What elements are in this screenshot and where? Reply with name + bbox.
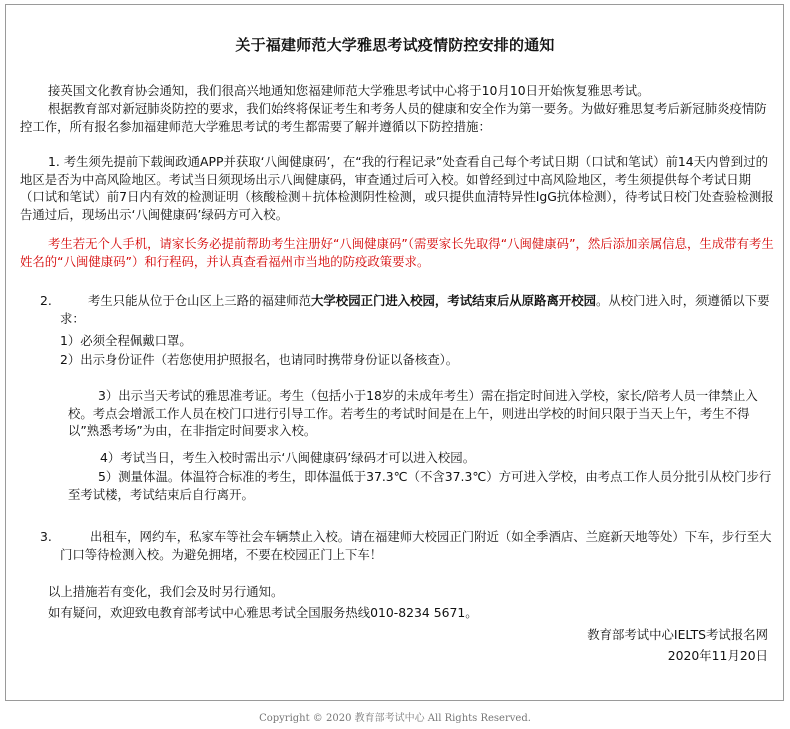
item-2-sub-3: 3）出示当天考试的雅思准考证。考生（包括小于18岁的未成年考生）需在指定时间进入学校，家长/陪考人员一律禁止入校。考点会增派工作人员在校门口进行引导工作。若考生的考试时间是在上午，则进出学校的时间只限于当天上午，考生不得以”熟悉考场”为由，在非指定时间要求入校。 [68,388,758,438]
item-2-sub-4: 4）考试当日，考生入校时需出示‘八闽健康码’绿码才可以进入校园。 [100,450,476,465]
closing-line-1: 以上措施若有变化，我们会及时另行通知。 [48,584,284,599]
item-2-text-a: 考生只能从位于仓山区上三路的福建师范 [88,293,312,308]
item-2-text-bold: 大学校园正门进入校园，考试结束后从原路离开校园 [311,293,597,308]
notice-date: 2020年11月20日 [667,648,768,663]
item-1-warning: 考生若无个人手机，请家长务必提前帮助考生注册好“八闽健康码”（需要家长先取得“八闽健康码”，然后添加亲属信息，生成带有考生姓名的“八闽健康码”）和行程码，并认真查看福州市当地的防疫政策要求。 [20,236,774,269]
item-2-text [60,292,775,327]
item-2-sub-2: 2）出示身份证件（若您使用护照报名，也请同时携带身份证以备核查）。 [60,352,459,367]
closing-line-2: 如有疑问，欢迎致电教育部考试中心雅思考试全国服务热线010-8234 5671。 [48,605,478,620]
item-1-text: 1. 考生须先提前下载闽政通APP并获取‘八闽健康码’，在“我的行程记录”处查看自己每个考试日期（口试和笔试）前14天内曾到过的地区是否为中高风险地区。考试当日须现场出示八闽健康码，审查通过后可入校。如曾经到过中高风险地区，考生须提供每个考试日期（口试和笔试）前7日内有效的检测证明（核酸检测＋抗体检测阴性检测，或只提供血清特异性lgG抗体检测），待考试日校门处查验检测报告通过后，现场出示‘八闽健康码’绿码方可入校。 [20,154,774,222]
notice-title: 关于福建师范大学雅思考试疫情防控安排的通知 [235,36,555,54]
item-2-number: 2. [40,293,52,308]
item-2-sub-1: 1）必须全程佩戴口罩。 [60,333,192,348]
item-3-text: 出租车，网约车，私家车等社会车辆禁止入校。请在福建师大校园正门附近（如全季酒店、兰庭新天地等处）下车，步行至大门口等待检测入校。为避免拥堵，不要在校园正门上下车！ [60,529,772,562]
intro-paragraph-2: 根据教育部对新冠肺炎防控的要求，我们始终将保证考生和考务人员的健康和安全作为第一要务。为做好雅思复考后新冠肺炎疫情防控工作，所有报名参加福建师范大学雅思考试的考生都需要了解并遵循以下防控措施： [20,101,767,134]
signature: 教育部考试中心IELTS考试报名网 [587,627,768,642]
item-2-text-c: 。从校门进入时，须遵循以下要求： [60,293,770,326]
intro-paragraph-1: 接英国文化教育协会通知，我们很高兴地通知您福建师范大学雅思考试中心将于10月10日开始恢复雅思考试。 [48,83,650,98]
copyright-footer: Copyright © 2020 教育部考试中心 All Rights Reserved. [259,713,531,724]
item-2-sub-5: 5）测量体温。体温符合标准的考生，即体温低于37.3℃（不含37.3℃）方可进入学校，由考点工作人员分批引从校门步行至考试楼，考试结束后自行离开。 [68,469,772,502]
item-3-number: 3. [40,529,52,544]
